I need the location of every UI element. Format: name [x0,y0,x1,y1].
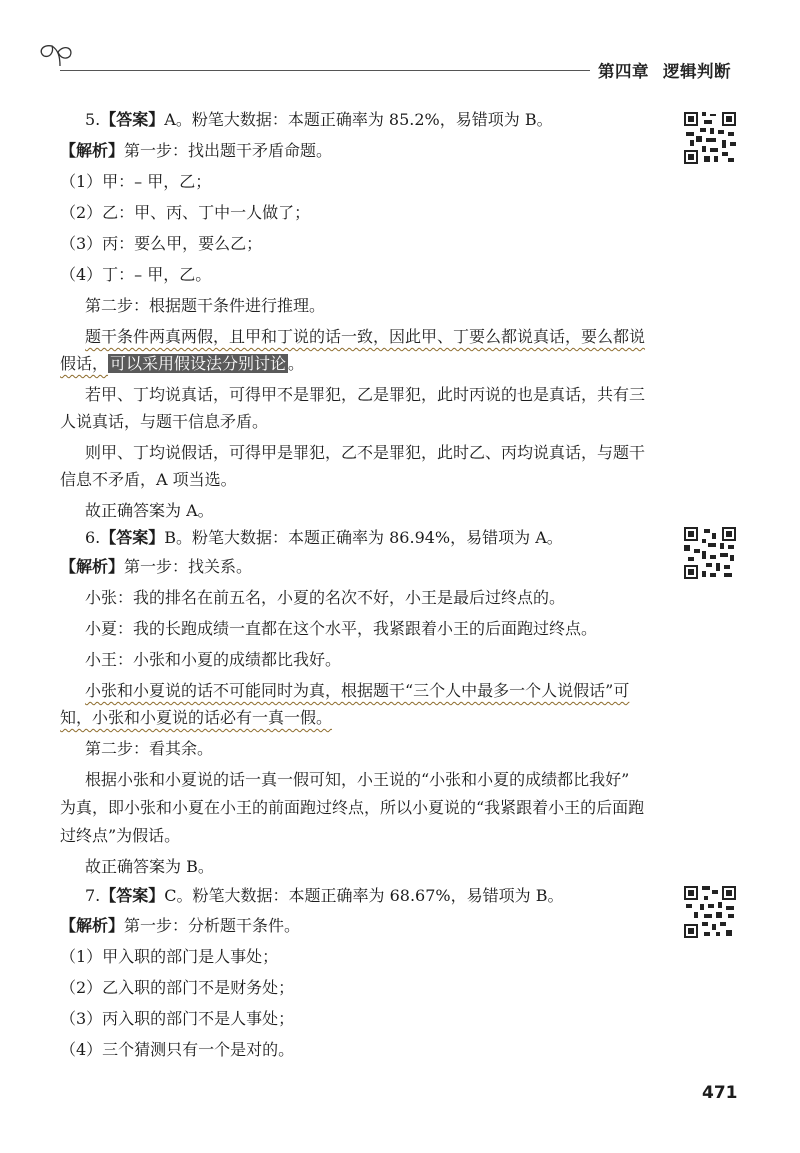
q5-item-3: （3）丙：要么甲，要么乙； [60,234,263,253]
analysis-tag: 【解析】 [60,141,125,160]
qr-code-icon[interactable] [682,110,738,166]
q6-answer-text: B。粉笔大数据：本题正确率为 86.94%，易错项为 A。 [164,528,563,547]
q6-para1-line1: 小张和小夏说的话不可能同时为真，根据题干“三个人中最多一个人说假话”可 [85,681,630,700]
q6-analysis-line: 【解析】第一步：找关系。 [60,557,253,576]
q5-para2-line2: 人说真话，与题干信息矛盾。 [60,412,269,431]
chapter-title: 逻辑判断 [663,62,731,81]
q5-answer-text: A。粉笔大数据：本题正确率为 85.2%，易错项为 B。 [164,110,553,129]
q5-item-1: （1）甲：– 甲，乙； [60,172,212,191]
q6-wang: 小王：小张和小夏的成绩都比我好。 [85,650,342,669]
q6-para1-line2: 知，小张和小夏说的话必有一真一假。 [60,708,333,727]
sprout-logo-icon [34,42,76,68]
q7-item-2: （2）乙入职的部门不是财务处； [60,978,295,997]
answer-tag: 【答案】 [100,528,165,547]
q7-answer-line: 7.【答案】C。粉笔大数据：本题正确率为 68.67%，易错项为 B。 [85,886,564,905]
q5-para2-line1: 若甲、丁均说真话，可得甲不是罪犯，乙是罪犯，此时丙说的也是真话，共有三 [85,385,646,404]
highlighted-text: 可以采用假设法分别讨论 [110,354,287,373]
q5-answer-line: 5.【答案】A。粉笔大数据：本题正确率为 85.2%，易错项为 B。 [85,110,553,129]
q5-para1-line2: 假话， 可以采用假设法分别讨论 。 [60,354,305,373]
q6-step2: 第二步：看其余。 [85,739,214,758]
page-header [0,0,800,90]
q7-item-1: （1）甲入职的部门是人事处； [60,947,279,966]
q5-para1-line1: 题干条件两真两假，且甲和丁说的话一致，因此甲、丁要么都说真话，要么都说 [85,327,646,346]
chapter-heading [598,58,745,82]
analysis-tag: 【解析】 [60,557,125,576]
q5-analysis-line: 【解析】第一步：找出题干矛盾命题。 [60,141,333,160]
q6-conclusion: 故正确答案为 B。 [85,857,214,876]
q5-para3-line2: 信息不矛盾，A 项当选。 [60,470,237,489]
q5-step2: 第二步：根据题干条件进行推理。 [85,296,326,315]
chapter-number: 第四章 [598,62,649,81]
q6-para2-line1: 根据小张和小夏说的话一真一假可知，小王说的“小张和小夏的成绩都比我好” [85,770,630,789]
header-rule [60,70,590,71]
q7-analysis-line: 【解析】第一步：分析题干条件。 [60,916,301,935]
q5-conclusion: 故正确答案为 A。 [85,501,214,520]
analysis-tag: 【解析】 [60,916,125,935]
q6-zhang: 小张：我的排名在前五名，小夏的名次不好，小王是最后过终点的。 [85,588,566,607]
q6-para2-line2: 为真，即小张和小夏在小王的前面跑过终点，所以小夏说的“我紧跟着小王的后面跑 [60,798,645,817]
q5-item-4: （4）丁：– 甲，乙。 [60,265,212,284]
q5-para3-line1: 则甲、丁均说假话，可得甲是罪犯，乙不是罪犯，此时乙、丙均说真话，与题干 [85,443,646,462]
q7-answer-text: C。粉笔大数据：本题正确率为 68.67%，易错项为 B。 [164,886,564,905]
q5-item-2: （2）乙：甲、丙、丁中一人做了； [60,203,311,222]
answer-tag: 【答案】 [100,886,165,905]
q6-xia: 小夏：我的长跑成绩一直都在这个水平，我紧跟着小王的后面跑过终点。 [85,619,598,638]
qr-code-icon[interactable] [682,525,738,581]
page-number: 471 [702,1083,738,1103]
q6-para2-line3: 过终点”为假话。 [60,826,181,845]
q7-item-4: （4）三个猜测只有一个是对的。 [60,1040,295,1059]
q7-item-3: （3）丙入职的部门不是人事处； [60,1009,295,1028]
answer-tag: 【答案】 [100,110,165,129]
q6-answer-line: 6.【答案】B。粉笔大数据：本题正确率为 86.94%，易错项为 A。 [85,528,563,547]
qr-code-icon[interactable] [682,884,738,940]
